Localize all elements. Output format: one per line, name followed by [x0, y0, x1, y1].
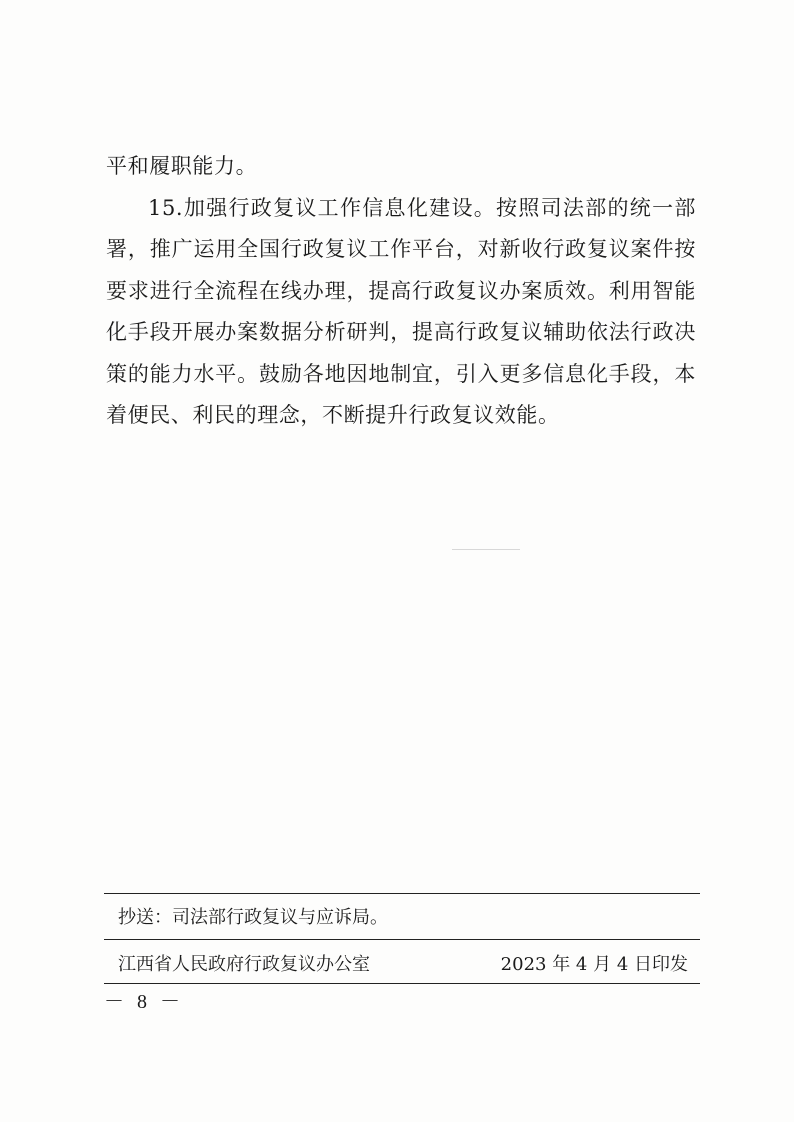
footer-top-rule [104, 893, 700, 894]
issuer-name: 江西省人民政府行政复议办公室 [118, 954, 370, 975]
issue-date: 2023 年 4 月 4 日印发 [500, 954, 688, 975]
cc-recipients: 抄送：司法部行政复议与应诉局。 [118, 907, 388, 928]
page-number: － 8 － [104, 991, 184, 1013]
scan-artifact-line [452, 549, 520, 550]
document-body [106, 146, 696, 437]
issuer-row [118, 953, 688, 977]
footer-middle-rule [104, 939, 700, 940]
paragraph-item-15: 15.加强行政复议工作信息化建设。按照司法部的统一部署，推广运用全国行政复议工作平台，对新收行政复议案件按要求进行全流程在线办理，提高行政复议办案质效。利用智能化手段开展办案数据分析研判，提高行政复议辅助依法行政决策的能力水平。鼓励各地因地制宜，引入更多信息化手段，本着便民、利民的理念，不断提升行政复议效能。 [106, 195, 696, 427]
footer-bottom-rule [104, 983, 700, 984]
paragraph-continuation: 平和履职能力。 [106, 154, 258, 178]
